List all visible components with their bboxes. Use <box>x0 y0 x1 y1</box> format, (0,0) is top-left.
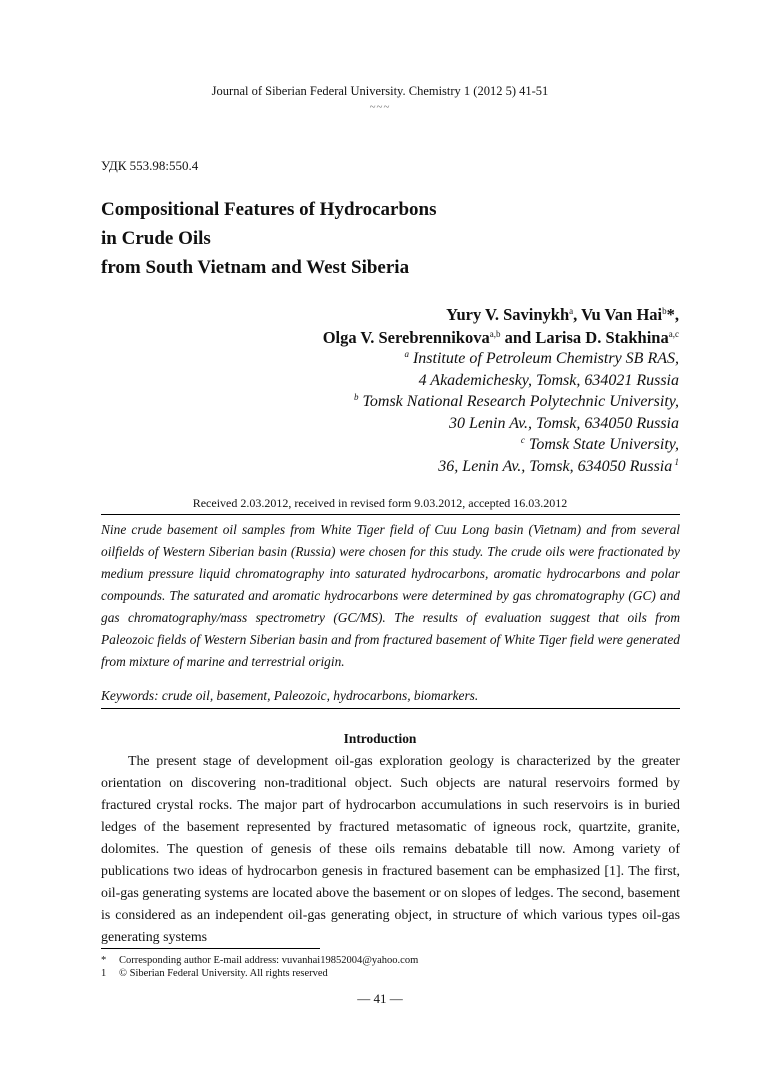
keywords: Keywords: crude oil, basement, Paleozoic, hydrocarbons, biomarkers. <box>101 688 479 703</box>
author-conjunction: and <box>500 328 536 347</box>
footnote-mark: * <box>101 955 107 966</box>
author-affil-sup: a <box>569 306 574 316</box>
udk-code: УДК 553.98:550.4 <box>101 158 199 173</box>
affiliation-b <box>354 391 679 413</box>
abstract-text: Nine crude basement oil samples from White Tiger field of Cuu Long basin (Vietnam) and from several oilfields of Western Siberian basin (Russia) were chosen for this study. The crude oils were fractionated by medium pressure liquid chromatography into saturated hydrocarbons, aromatic hydrocarbons and polar compounds. The saturated and aromatic hydrocarbons were determined by gas chromatography (GC) and gas chromatography/mass spectrometry (GC/MS). The results of evaluation suggest that oils from Paleozoic fields of Western Siberian basin and from fractured basement of White Tiger field were generated from mixture of marine and terrestrial origin. <box>101 522 680 669</box>
affiliations <box>354 348 679 477</box>
author-separator: , <box>573 305 582 324</box>
paper-title <box>101 195 437 282</box>
title-line-1: Compositional Features of Hydrocarbons <box>101 199 437 220</box>
introduction-paragraph: The present stage of development oil-gas exploration geology is characterized by the greater orientation on discovering non-traditional object. Such objects are natural reservoirs formed by fractured crystal rocks. The major part of hydrocarbon accumulations in such reservoirs is in buried ledges of the basement represented by fractured metasomatic of igneous rock, quartzite, granite, dolomites. The question of genesis of these oils remains debatable till now. Among variety of publications two ideas of hydrocarbon genesis in fractured basement can be emphasized [1]. The first, oil-gas generating systems are located above the basement or on slopes of ledges. The second, basement is considered as an independent oil-gas generating object, in structure of which various types oil-gas generating systems <box>101 754 680 945</box>
authors-line-1 <box>323 303 679 326</box>
affiliation-c-address <box>354 456 679 478</box>
affiliation-text: Tomsk State University, <box>524 436 679 453</box>
affiliation-mark: c <box>520 435 525 445</box>
section-heading-introduction: Introduction <box>343 731 417 746</box>
authors-line-2 <box>323 326 679 349</box>
author-name: Olga V. Serebrennikova <box>322 328 490 347</box>
affiliation-mark: a <box>404 349 409 359</box>
affiliation-text: 36, Lenin Av., Tomsk, 634050 Russia <box>438 457 673 475</box>
author-name: Yury V. Savinykh <box>446 305 570 324</box>
footnote-mark: 1 <box>672 456 679 467</box>
footnote-corresponding <box>101 954 418 967</box>
author-name: Vu Van Hai <box>581 305 663 324</box>
corresponding-mark: *, <box>666 305 679 324</box>
title-line-2: in Crude Oils <box>101 228 211 249</box>
affiliation-c <box>354 434 679 456</box>
footnote-rule <box>101 948 320 949</box>
author-affil-sup: a,b <box>489 329 501 339</box>
author-list <box>323 303 679 349</box>
footnote-mark: 1 <box>101 968 107 979</box>
header-ornament: ~~~ <box>369 101 391 113</box>
affiliation-b-address: 30 Lenin Av., Tomsk, 634050 Russia <box>449 414 679 432</box>
affiliation-text: Tomsk National Research Polytechnic University, <box>358 393 679 410</box>
journal-header: Journal of Siberian Federal University. Chemistry 1 (2012 5) 41-51 <box>211 84 549 98</box>
title-line-3: from South Vietnam and West Siberia <box>101 257 410 278</box>
affiliation-a-address: 4 Akademichesky, Tomsk, 634021 Russia <box>418 371 679 389</box>
author-affil-sup: b <box>662 306 667 316</box>
page-number: — 41 — <box>357 991 403 1006</box>
affiliation-a <box>354 348 679 370</box>
affiliation-text: Institute of Petroleum Chemistry SB RAS, <box>408 350 679 367</box>
author-name: Larisa D. Stakhina <box>535 328 669 347</box>
author-affil-sup: a,c <box>668 329 679 339</box>
keywords-bottom-rule <box>101 708 680 709</box>
footnote-text: Corresponding author E-mail address: vuvanhai19852004@yahoo.com <box>119 955 419 966</box>
footnote-text: © Siberian Federal University. All rights reserved <box>119 968 328 979</box>
affiliation-mark: b <box>353 392 359 402</box>
footnote-copyright <box>101 967 328 980</box>
received-dates: Received 2.03.2012, received in revised form 9.03.2012, accepted 16.03.2012 <box>192 496 568 510</box>
abstract-top-rule <box>101 514 680 515</box>
